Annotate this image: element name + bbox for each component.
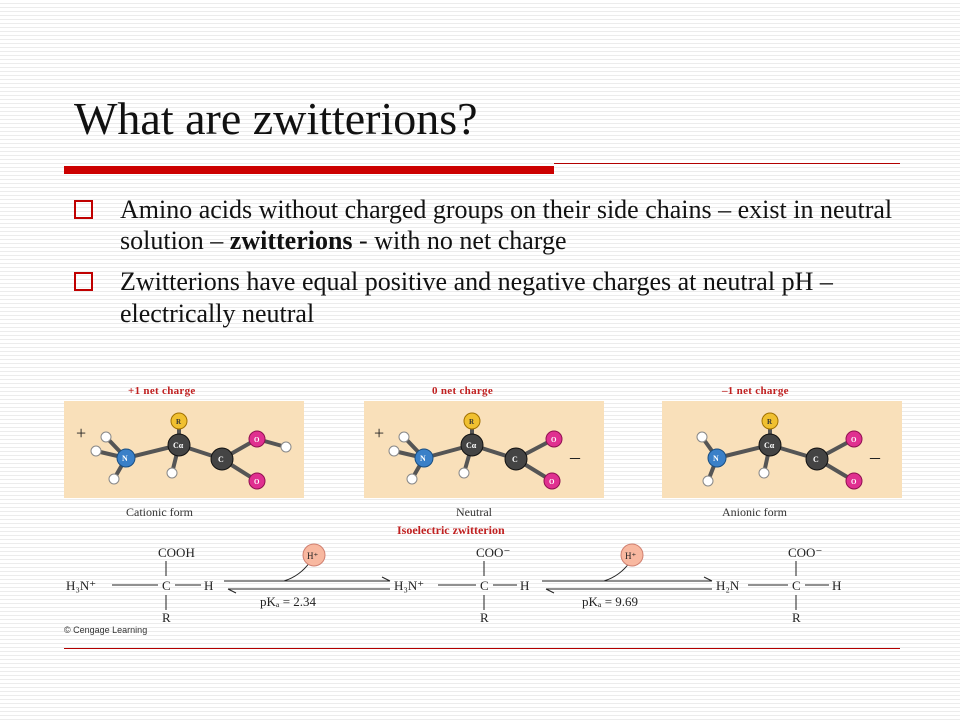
svg-text:COO⁻: COO⁻ <box>788 545 823 560</box>
svg-text:H: H <box>832 578 842 593</box>
svg-text:C: C <box>813 455 819 464</box>
svg-text:O: O <box>254 478 260 486</box>
svg-text:+: + <box>374 423 385 443</box>
svg-text:C: C <box>480 578 489 593</box>
svg-text:N: N <box>420 454 426 463</box>
svg-text:pKₐ = 9.69: pKₐ = 9.69 <box>582 594 639 609</box>
square-bullet-icon <box>74 200 93 219</box>
svg-text:pKₐ = 2.34: pKₐ = 2.34 <box>260 594 317 609</box>
bullet-item <box>74 266 904 328</box>
svg-text:H₃N⁺: H₃N⁺ <box>394 578 425 593</box>
svg-text:–: – <box>570 446 580 468</box>
svg-text:H⁺: H⁺ <box>625 551 637 561</box>
bullet-text: Amino acids without charged groups on their side chains – exist in neutral solution – <box>120 195 893 256</box>
neutral-molecule-model <box>364 401 604 498</box>
bullet-text: Zwitterions have equal positive and negative charges at neutral pH – electrically neutral <box>120 267 833 328</box>
svg-text:COOH: COOH <box>158 545 195 560</box>
svg-text:O: O <box>254 436 260 444</box>
bullet-bold-text: zwitterions <box>229 226 353 256</box>
svg-text:C: C <box>792 578 801 593</box>
svg-text:N: N <box>122 454 128 463</box>
bullet-item <box>74 194 904 256</box>
svg-text:C: C <box>218 455 224 464</box>
anionic-molecule-panel <box>662 401 902 498</box>
svg-text:Cα: Cα <box>764 441 775 450</box>
cationic-molecule-panel <box>64 401 304 498</box>
slide-title: What are zwitterions? <box>74 93 478 144</box>
svg-text:–: – <box>870 446 880 468</box>
anionic-molecule-model <box>662 401 902 498</box>
svg-text:H₃N⁺: H₃N⁺ <box>66 578 97 593</box>
bullet-text-end: - with no net charge <box>352 226 567 256</box>
form-label-anionic: Anionic form <box>722 505 787 519</box>
svg-text:+: + <box>76 423 87 443</box>
svg-text:O: O <box>851 478 857 486</box>
svg-text:COO⁻: COO⁻ <box>476 545 511 560</box>
svg-text:R: R <box>469 418 475 426</box>
svg-text:O: O <box>851 436 857 444</box>
svg-text:Cα: Cα <box>466 441 477 450</box>
equilibrium-scheme <box>64 540 900 630</box>
svg-text:Cα: Cα <box>173 441 184 450</box>
svg-text:R: R <box>792 610 801 625</box>
svg-text:N: N <box>713 454 719 463</box>
svg-text:R: R <box>176 418 182 426</box>
svg-text:H₂N: H₂N <box>716 578 740 593</box>
form-label-neutral: Neutral <box>456 505 492 519</box>
footer-line <box>64 648 900 649</box>
square-bullet-icon <box>74 272 93 291</box>
neutral-molecule-panel <box>364 401 604 498</box>
svg-text:O: O <box>549 478 555 486</box>
bullet-list <box>74 194 904 339</box>
svg-text:H: H <box>520 578 530 593</box>
charge-caption-cationic: +1 net charge <box>128 385 196 397</box>
svg-text:H: H <box>204 578 214 593</box>
charge-caption-neutral: 0 net charge <box>432 385 494 397</box>
title-divider-line <box>554 163 900 164</box>
svg-text:R: R <box>162 610 171 625</box>
cationic-molecule-model <box>64 401 304 498</box>
svg-text:H⁺: H⁺ <box>307 551 319 561</box>
charge-caption-anionic: –1 net charge <box>722 385 789 397</box>
title-accent-bar <box>64 166 554 174</box>
svg-text:O: O <box>551 436 557 444</box>
isoelectric-label: Isoelectric zwitterion <box>397 523 505 537</box>
form-label-cationic: Cationic form <box>126 505 193 519</box>
svg-text:C: C <box>512 455 518 464</box>
copyright-credit: © Cengage Learning <box>64 625 148 635</box>
svg-text:R: R <box>480 610 489 625</box>
svg-text:R: R <box>767 418 773 426</box>
svg-text:C: C <box>162 578 171 593</box>
